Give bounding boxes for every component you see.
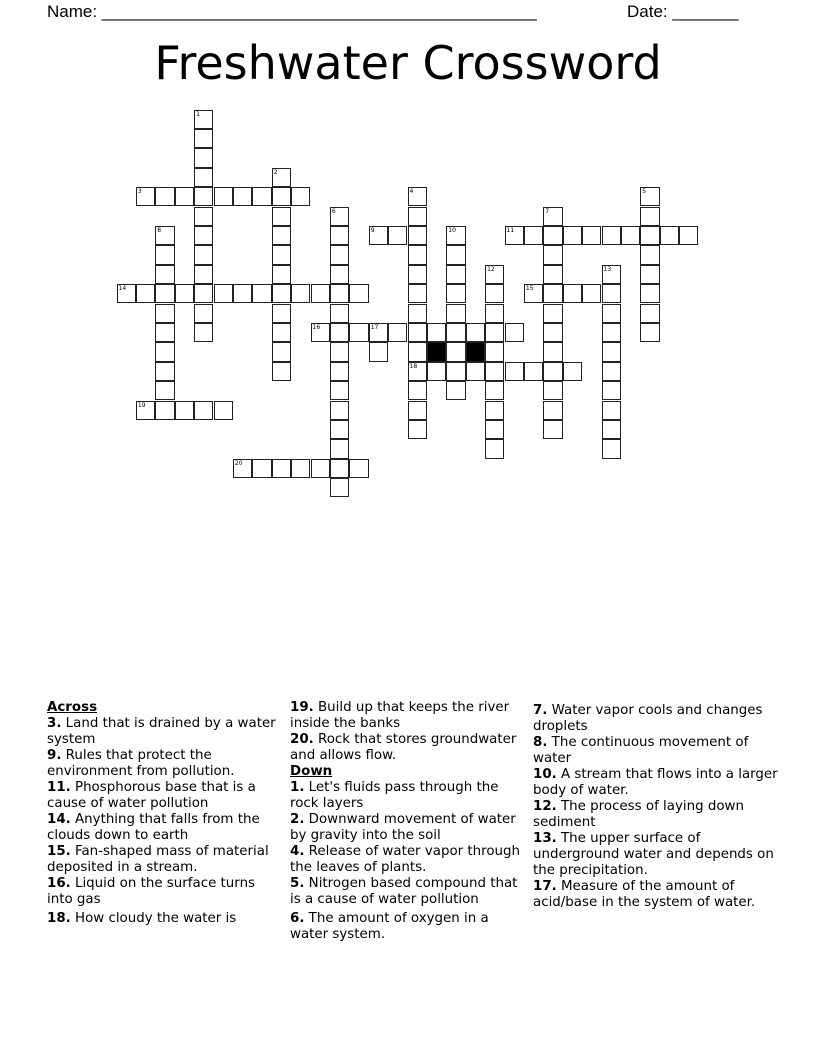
grid-cell[interactable] <box>408 420 427 439</box>
grid-cell[interactable] <box>505 323 524 342</box>
clue-number: 3. <box>47 716 62 731</box>
cell-number: 1 <box>196 110 200 118</box>
grid-cell[interactable] <box>369 226 388 245</box>
clue-down <box>290 812 530 844</box>
clue-text: Land that is drained by a water system <box>47 716 276 747</box>
grid-cell[interactable] <box>408 284 427 303</box>
grid-cell[interactable] <box>543 323 562 342</box>
grid-cell[interactable] <box>330 265 349 284</box>
grid-cell[interactable] <box>330 459 349 478</box>
grid-cell[interactable] <box>330 362 349 381</box>
grid-cell[interactable] <box>446 304 465 323</box>
grid-cell[interactable] <box>485 439 504 458</box>
clue-across <box>47 812 282 844</box>
clue-number: 19. <box>290 700 314 715</box>
clue-number: 5. <box>290 876 305 891</box>
clue-number: 12. <box>533 799 557 814</box>
clue-number: 20. <box>290 732 314 747</box>
grid-cell[interactable] <box>446 362 465 381</box>
grid-cell[interactable] <box>485 342 504 361</box>
page-title: Freshwater Crossword <box>154 36 662 90</box>
grid-cell[interactable] <box>408 265 427 284</box>
grid-cell[interactable] <box>582 226 601 245</box>
grid-cell[interactable] <box>155 226 174 245</box>
grid-cell[interactable] <box>194 245 213 264</box>
grid-cell[interactable] <box>408 207 427 226</box>
grid-cell[interactable] <box>194 148 213 167</box>
cell-number: 6 <box>331 207 336 215</box>
grid-cell[interactable] <box>640 304 659 323</box>
cell-number: 2 <box>273 168 278 176</box>
grid-cell[interactable] <box>330 439 349 458</box>
grid-cell[interactable] <box>272 226 291 245</box>
grid-cell[interactable] <box>214 401 233 420</box>
grid-cell[interactable] <box>194 323 213 342</box>
grid-cell[interactable] <box>679 226 698 245</box>
grid-cell[interactable] <box>543 304 562 323</box>
grid-cell[interactable] <box>602 401 621 420</box>
grid-cell[interactable] <box>485 362 504 381</box>
clue-column-1 <box>47 700 282 927</box>
grid-cell[interactable] <box>233 459 252 478</box>
grid-cell[interactable] <box>194 226 213 245</box>
grid-cell[interactable] <box>272 459 291 478</box>
grid-cell[interactable] <box>117 284 136 303</box>
grid-cell[interactable] <box>252 284 271 303</box>
grid-cell[interactable] <box>330 226 349 245</box>
clue-text: Let's fluids pass through the rock layers <box>290 780 499 811</box>
grid-cell[interactable] <box>602 323 621 342</box>
clue-down <box>290 780 530 812</box>
clue-number: 2. <box>290 812 305 827</box>
grid-cell[interactable] <box>349 459 368 478</box>
grid-cell[interactable] <box>640 245 659 264</box>
grid-cell[interactable] <box>640 187 659 206</box>
grid-cell[interactable] <box>330 304 349 323</box>
cell-number: 7 <box>545 207 550 215</box>
cell-number: 20 <box>234 459 243 467</box>
clue-number: 14. <box>47 812 71 827</box>
clue-down <box>533 703 778 735</box>
grid-cell[interactable] <box>408 323 427 342</box>
grid-cell[interactable] <box>485 304 504 323</box>
grid-cell[interactable] <box>446 342 465 361</box>
clue-number: 18. <box>47 911 71 926</box>
grid-cell[interactable] <box>408 187 427 206</box>
cell-number: 4 <box>409 188 414 196</box>
grid-cell[interactable] <box>466 362 485 381</box>
grid-cell[interactable] <box>311 459 330 478</box>
grid-cell[interactable] <box>194 129 213 148</box>
grid-cell[interactable] <box>155 187 174 206</box>
grid-cell[interactable] <box>388 323 407 342</box>
grid-cell[interactable] <box>349 284 368 303</box>
grid-cell[interactable] <box>155 245 174 264</box>
grid-cell[interactable] <box>272 168 291 187</box>
clue-number: 13. <box>533 831 557 846</box>
grid-cell[interactable] <box>272 304 291 323</box>
grid-cell[interactable] <box>602 226 621 245</box>
grid-cell[interactable] <box>446 284 465 303</box>
grid-cell[interactable] <box>446 265 465 284</box>
clue-across <box>47 844 282 876</box>
clue-across <box>290 700 530 732</box>
clue-number: 11. <box>47 780 71 795</box>
clue-text: Measure of the amount of acid/base in the system of water. <box>533 879 756 910</box>
grid-cell[interactable] <box>330 401 349 420</box>
clue-number: 8. <box>533 735 548 750</box>
cell-number: 8 <box>157 226 162 234</box>
clue-text: The upper surface of underground water and depends on the precipitation. <box>533 831 774 878</box>
grid-cell[interactable] <box>408 362 427 381</box>
grid-cell[interactable] <box>291 187 310 206</box>
clue-across <box>47 876 282 908</box>
grid-cell[interactable] <box>543 362 562 381</box>
grid-cell[interactable] <box>543 265 562 284</box>
grid-cell[interactable] <box>155 362 174 381</box>
grid-cell[interactable] <box>136 284 155 303</box>
grid-cell[interactable] <box>291 284 310 303</box>
cell-number: 9 <box>370 226 375 234</box>
grid-cell[interactable] <box>155 284 174 303</box>
grid-cell[interactable] <box>194 187 213 206</box>
grid-cell[interactable] <box>330 420 349 439</box>
grid-cell[interactable] <box>194 401 213 420</box>
grid-cell[interactable] <box>175 401 194 420</box>
clue-number: 4. <box>290 844 305 859</box>
grid-cell[interactable] <box>660 226 679 245</box>
clue-number: 6. <box>290 911 305 926</box>
clue-text: Water vapor cools and changes droplets <box>533 703 763 734</box>
grid-cell[interactable] <box>233 187 252 206</box>
grid-cell[interactable] <box>272 323 291 342</box>
grid-cell[interactable] <box>485 401 504 420</box>
clue-text: Build up that keeps the river inside the banks <box>290 700 510 731</box>
clue-across <box>47 716 282 748</box>
grid-cell[interactable] <box>388 226 407 245</box>
grid-cell[interactable] <box>155 381 174 400</box>
grid-cell[interactable] <box>602 284 621 303</box>
grid-cell[interactable] <box>466 323 485 342</box>
clue-number: 16. <box>47 876 71 891</box>
grid-cell[interactable] <box>272 265 291 284</box>
grid-cell[interactable] <box>272 342 291 361</box>
grid-cell[interactable] <box>640 284 659 303</box>
across-heading: Across <box>47 700 98 715</box>
grid-cell[interactable] <box>194 284 213 303</box>
grid-cell[interactable] <box>408 342 427 361</box>
grid-cell[interactable] <box>602 342 621 361</box>
grid-cell[interactable] <box>408 245 427 264</box>
grid-cell[interactable] <box>252 187 271 206</box>
grid-cell[interactable] <box>136 401 155 420</box>
clue-across <box>47 748 282 780</box>
clue-text: Fan-shaped mass of material deposited in a stream. <box>47 844 269 875</box>
grid-cell[interactable] <box>543 342 562 361</box>
cell-number: 13 <box>603 265 612 273</box>
clue-number: 10. <box>533 767 557 782</box>
name-field[interactable]: Name: ______________________________________________ <box>47 2 537 21</box>
clue-down <box>533 799 778 831</box>
cell-number: 10 <box>448 226 456 234</box>
grid-cell[interactable] <box>155 342 174 361</box>
cell-number: 12 <box>487 265 495 273</box>
clue-number: 9. <box>47 748 62 763</box>
clue-number: 1. <box>290 780 305 795</box>
clue-text: Liquid on the surface turns into gas <box>47 876 256 907</box>
grid-cell[interactable] <box>330 207 349 226</box>
clue-text: Phosphorous base that is a cause of water pollution <box>47 780 256 811</box>
grid-cell[interactable] <box>563 284 582 303</box>
cell-number: 15 <box>525 285 534 293</box>
grid-cell[interactable] <box>640 207 659 226</box>
grid-cell[interactable] <box>252 459 271 478</box>
grid-cell[interactable] <box>446 323 465 342</box>
grid-cell[interactable] <box>446 245 465 264</box>
grid-cell[interactable] <box>272 245 291 264</box>
clue-text: A stream that flows into a larger body of water. <box>533 767 778 798</box>
grid-cell[interactable] <box>543 226 562 245</box>
grid-cell[interactable] <box>543 381 562 400</box>
grid-cell[interactable] <box>640 226 659 245</box>
grid-cell[interactable] <box>272 187 291 206</box>
grid-cell[interactable] <box>155 401 174 420</box>
clue-across <box>47 911 282 927</box>
grid-cell[interactable] <box>543 401 562 420</box>
grid-cell[interactable] <box>136 187 155 206</box>
grid-cell[interactable] <box>311 323 330 342</box>
grid-cell[interactable] <box>602 362 621 381</box>
clue-text: The amount of oxygen in a water system. <box>290 911 489 942</box>
grid-cell[interactable] <box>408 226 427 245</box>
down-heading: Down <box>290 764 333 779</box>
grid-cell[interactable] <box>311 284 330 303</box>
clue-number: 7. <box>533 703 548 718</box>
grid-cell[interactable] <box>505 362 524 381</box>
grid-cell[interactable] <box>427 323 446 342</box>
grid-cell[interactable] <box>155 323 174 342</box>
cell-number: 11 <box>506 226 515 234</box>
grid-cell[interactable] <box>233 284 252 303</box>
clue-across <box>290 732 530 764</box>
black-cell <box>466 342 485 361</box>
grid-cell[interactable] <box>602 265 621 284</box>
grid-cell[interactable] <box>543 420 562 439</box>
clue-text: The continuous movement of water <box>533 735 749 766</box>
grid-cell[interactable] <box>272 207 291 226</box>
grid-cell[interactable] <box>485 420 504 439</box>
grid-cell[interactable] <box>621 226 640 245</box>
grid-cell[interactable] <box>330 323 349 342</box>
grid-cell[interactable] <box>563 226 582 245</box>
clue-text: Downward movement of water by gravity into the soil <box>290 812 516 843</box>
grid-cell[interactable] <box>602 304 621 323</box>
grid-cell[interactable] <box>446 226 465 245</box>
grid-cell[interactable] <box>563 362 582 381</box>
grid-cell[interactable] <box>194 265 213 284</box>
grid-cell[interactable] <box>427 362 446 381</box>
grid-cell[interactable] <box>194 304 213 323</box>
clue-text: Anything that falls from the clouds down to earth <box>47 812 260 843</box>
cell-number: 14 <box>118 285 127 293</box>
grid-cell[interactable] <box>485 284 504 303</box>
clue-text: How cloudy the water is <box>75 911 237 926</box>
grid-cell[interactable] <box>194 207 213 226</box>
clue-down <box>290 911 530 943</box>
grid-cell[interactable] <box>524 284 543 303</box>
grid-cell[interactable] <box>369 323 388 342</box>
clue-column-3 <box>533 700 778 911</box>
grid-cell[interactable] <box>524 226 543 245</box>
grid-cell[interactable] <box>272 284 291 303</box>
grid-cell[interactable] <box>175 187 194 206</box>
clue-text: Rules that protect the environment from pollution. <box>47 748 235 779</box>
cell-number: 5 <box>642 188 647 196</box>
grid-cell[interactable] <box>369 342 388 361</box>
clue-across <box>47 780 282 812</box>
clue-down <box>533 767 778 799</box>
grid-cell[interactable] <box>602 381 621 400</box>
grid-cell[interactable] <box>543 284 562 303</box>
grid-cell[interactable] <box>485 323 504 342</box>
grid-cell[interactable] <box>408 401 427 420</box>
grid-cell[interactable] <box>602 439 621 458</box>
grid-cell[interactable] <box>155 265 174 284</box>
grid-cell[interactable] <box>194 168 213 187</box>
grid-cell[interactable] <box>155 304 174 323</box>
grid-cell[interactable] <box>446 381 465 400</box>
grid-cell[interactable] <box>330 478 349 497</box>
grid-cell[interactable] <box>543 245 562 264</box>
clue-down <box>290 844 530 876</box>
grid-cell[interactable] <box>408 304 427 323</box>
grid-cell[interactable] <box>330 342 349 361</box>
grid-cell[interactable] <box>349 323 368 342</box>
clue-down <box>533 735 778 767</box>
grid-cell[interactable] <box>505 226 524 245</box>
grid-cell[interactable] <box>640 323 659 342</box>
grid-cell[interactable] <box>214 187 233 206</box>
cell-number: 3 <box>137 188 142 196</box>
cell-number: 17 <box>370 323 379 331</box>
grid-cell[interactable] <box>408 381 427 400</box>
clue-text: The process of laying down sediment <box>533 799 744 830</box>
grid-cell[interactable] <box>214 284 233 303</box>
clue-number: 17. <box>533 879 557 894</box>
grid-cell[interactable] <box>194 110 213 129</box>
clue-down <box>533 879 778 911</box>
cell-number: 19 <box>137 401 146 409</box>
grid-cell[interactable] <box>291 459 310 478</box>
grid-cell[interactable] <box>272 362 291 381</box>
grid-cell[interactable] <box>640 265 659 284</box>
cell-number: 16 <box>312 323 321 331</box>
grid-cell[interactable] <box>524 362 543 381</box>
grid-cell[interactable] <box>602 420 621 439</box>
date-field[interactable]: Date: _______ <box>627 2 739 21</box>
grid-cell[interactable] <box>175 284 194 303</box>
clue-text: Release of water vapor through the leaves of plants. <box>290 844 521 875</box>
clue-down <box>533 831 778 879</box>
black-cell <box>427 342 446 361</box>
clue-column-2 <box>290 700 530 943</box>
clue-number: 15. <box>47 844 71 859</box>
grid-cell[interactable] <box>330 245 349 264</box>
clue-text: Nitrogen based compound that is a cause of water pollution <box>290 876 518 907</box>
clue-text: Rock that stores groundwater and allows flow. <box>290 732 517 763</box>
grid-cell[interactable] <box>582 284 601 303</box>
cell-number: 18 <box>409 362 418 370</box>
clue-down <box>290 876 530 908</box>
grid-cell[interactable] <box>330 381 349 400</box>
grid-cell[interactable] <box>485 265 504 284</box>
grid-cell[interactable] <box>330 284 349 303</box>
grid-cell[interactable] <box>543 207 562 226</box>
grid-cell[interactable] <box>485 381 504 400</box>
